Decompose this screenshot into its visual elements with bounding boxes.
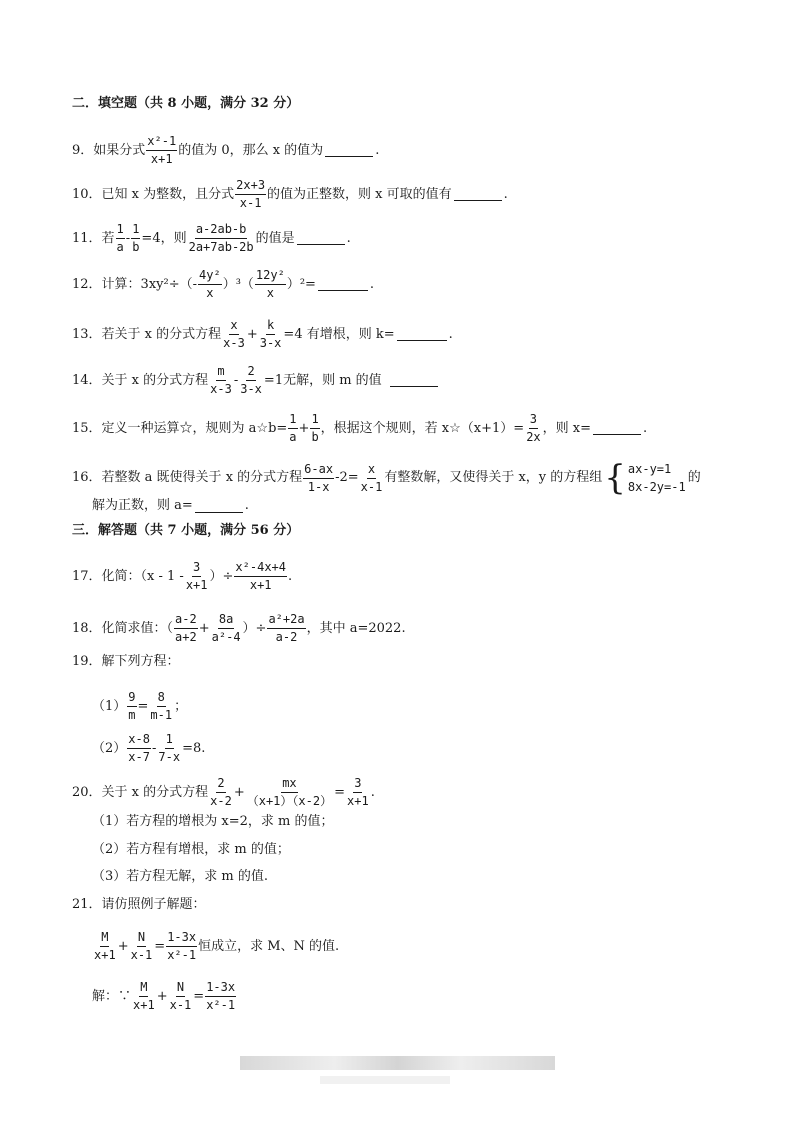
q21-op-1: + xyxy=(117,938,129,954)
q18-f1-numerator: a-2 xyxy=(174,612,198,629)
q21-f3-denominator: x²-1 xyxy=(167,948,197,962)
q19-text: 19．解下列方程： xyxy=(72,654,180,669)
q17-f2-denominator: x+1 xyxy=(249,578,272,592)
q11-text: 的值是 xyxy=(255,230,295,246)
q19-p2-fraction-1 xyxy=(127,732,151,765)
q19-p2-f1-denominator: x-7 xyxy=(128,750,150,764)
blurred-watermark xyxy=(240,1056,555,1070)
question-18 xyxy=(72,612,406,645)
q18-f2-numerator: 8a xyxy=(218,612,234,629)
q15-f3-numerator: 3 xyxy=(529,412,538,429)
q21-text: 21．请仿照例子解题： xyxy=(72,897,206,912)
q21-sol-op-1: + xyxy=(156,988,168,1004)
q20-f1-numerator: 2 xyxy=(216,776,225,793)
question-21 xyxy=(72,897,206,913)
blurred-watermark-2 xyxy=(320,1076,450,1084)
q11-answer-blank[interactable] xyxy=(297,232,345,245)
q20-op-1: + xyxy=(233,784,245,800)
q17-fraction-2 xyxy=(234,560,287,593)
q12-fraction-2 xyxy=(255,268,286,301)
q15-answer-blank[interactable] xyxy=(593,422,641,435)
question-20-sub-3: （3）若方程无解，求 m 的值. xyxy=(92,869,268,884)
q12-text: ）²= xyxy=(286,276,316,292)
q20-end: . xyxy=(370,784,375,800)
q17-prefix: 17．化简：（x - 1 - xyxy=(72,568,184,584)
question-16-line-2 xyxy=(92,498,249,514)
question-10 xyxy=(72,178,508,211)
q11-fraction-2 xyxy=(131,222,140,255)
q21-sol-f2-numerator: N xyxy=(176,980,185,997)
q11-fraction-3 xyxy=(188,222,255,255)
q18-f3-numerator: a²+2a xyxy=(267,612,305,629)
q11-f2-numerator: 1 xyxy=(131,222,140,239)
q16-answer-blank[interactable] xyxy=(195,500,243,513)
q16-line2-text: 解为正数，则 a= xyxy=(92,498,193,513)
q15-f1-numerator: 1 xyxy=(288,412,297,429)
q19-p1-f1-numerator: 9 xyxy=(127,690,136,707)
q14-answer-blank[interactable] xyxy=(390,374,438,387)
q12-op: ）³（ xyxy=(222,276,254,292)
q18-f2-denominator: a²-4 xyxy=(211,630,241,644)
q12-answer-blank[interactable] xyxy=(318,278,368,291)
q15-text-2: ，则 x= xyxy=(542,420,591,436)
q20-op-2: = xyxy=(334,784,345,800)
q13-f1-denominator: x-3 xyxy=(223,336,245,350)
question-20 xyxy=(72,776,375,809)
q20-fraction-2 xyxy=(246,776,333,809)
q21-f2-numerator: N xyxy=(137,930,146,947)
q21-op-2: = xyxy=(154,938,166,954)
question-15 xyxy=(72,412,647,445)
q21-sol-f1-numerator: M xyxy=(139,980,148,997)
q21-sol-f3-denominator: x²-1 xyxy=(206,998,236,1012)
question-20-sub-1: （1）若方程的增根为 x=2，求 m 的值； xyxy=(92,814,334,829)
question-14 xyxy=(72,364,440,397)
q15-text-1: ，根据这个规则，若 x☆（x+1）= xyxy=(320,420,525,436)
q16-system-eq-2: 8x-2y=-1 xyxy=(627,480,686,494)
q11-op-2: =4，则 xyxy=(141,230,187,246)
q21-fraction-2 xyxy=(130,930,154,963)
q19-p1-fraction-1 xyxy=(127,690,136,723)
q16-f1-denominator: 1-x xyxy=(307,479,330,494)
q16-f1-numerator: 6-ax xyxy=(303,462,334,479)
q11-f2-denominator: b xyxy=(132,240,140,254)
q21-eq-text: 恒成立，求 M、N 的值. xyxy=(198,938,340,954)
question-16 xyxy=(72,460,701,496)
q18-prefix: 18．化简求值：（ xyxy=(72,620,174,636)
q13-f1-numerator: x xyxy=(229,318,238,335)
q21-fraction-3 xyxy=(166,930,197,963)
q14-prefix: 14．关于 x 的分式方程 xyxy=(72,372,209,388)
q21-f1-numerator: M xyxy=(100,930,109,947)
question-21-solution xyxy=(92,980,237,1013)
q20-prefix: 20．关于 x 的分式方程 xyxy=(72,784,209,800)
q21-sol-f1-denominator: x+1 xyxy=(133,998,155,1012)
q14-f2-denominator: 3-x xyxy=(240,382,262,396)
q14-f1-denominator: x-3 xyxy=(210,382,232,396)
q19-p2-fraction-2 xyxy=(157,732,181,765)
q9-prefix: 9．如果分式 xyxy=(72,142,146,158)
q19-p2-label: （2） xyxy=(92,740,127,756)
q20-fraction-3 xyxy=(346,776,370,809)
q13-f2-numerator: k xyxy=(266,318,275,335)
question-9 xyxy=(72,134,379,167)
q20-fraction-1 xyxy=(209,776,233,809)
q18-fraction-1 xyxy=(174,612,198,645)
q13-prefix: 13．若关于 x 的分式方程 xyxy=(72,326,222,342)
q11-f3-numerator: a-2ab-b xyxy=(195,222,248,239)
q11-f1-numerator: 1 xyxy=(116,222,125,239)
q13-end: . xyxy=(448,326,453,342)
q21-sol-fraction-3 xyxy=(205,980,236,1013)
q19-p2-f2-numerator: 1 xyxy=(165,732,174,749)
q19-p2-op: - xyxy=(151,740,157,756)
section-2-heading: 二．填空题（共 8 小题，满分 32 分） xyxy=(72,96,300,111)
q11-f1-denominator: a xyxy=(116,240,124,254)
q16-f2-denominator: x-1 xyxy=(360,479,383,494)
q16-tail: 的 xyxy=(687,470,701,485)
q19-p1-f2-denominator: m-1 xyxy=(150,708,173,722)
q9-numerator: x²-1 xyxy=(146,134,177,151)
q19-p1-end: ； xyxy=(174,698,188,714)
q9-answer-blank[interactable] xyxy=(325,144,373,157)
q13-answer-blank[interactable] xyxy=(397,328,447,341)
q11-prefix: 11．若 xyxy=(72,230,115,246)
q21-sol-f3-numerator: 1-3x xyxy=(205,980,236,997)
q20-f3-denominator: x+1 xyxy=(347,794,369,808)
question-19-part-1 xyxy=(92,690,187,723)
q13-op: + xyxy=(246,326,258,342)
q12-f2-denominator: x xyxy=(266,286,274,300)
question-17 xyxy=(72,560,292,593)
q10-text: 的值为正整数，则 x 可取的值有 xyxy=(267,186,452,202)
q15-fraction-2 xyxy=(310,412,319,445)
q10-answer-blank[interactable] xyxy=(454,188,502,201)
q12-end: . xyxy=(369,276,375,292)
q12-fraction-1 xyxy=(198,268,222,301)
q9-end: . xyxy=(375,142,380,158)
q11-end: . xyxy=(346,230,351,246)
q17-f1-denominator: x+1 xyxy=(185,578,208,592)
q16-op: -2= xyxy=(335,470,359,485)
q17-end: . xyxy=(288,568,293,584)
q15-end: . xyxy=(643,420,648,436)
q18-op-2: ）÷ xyxy=(242,620,267,636)
q15-prefix: 15．定义一种运算☆，规则为 a☆b= xyxy=(72,420,288,436)
q14-fraction-1 xyxy=(209,364,233,397)
q15-fraction-1 xyxy=(288,412,297,445)
question-13 xyxy=(72,318,453,351)
q10-denominator: x-1 xyxy=(239,196,262,210)
q10-prefix: 10．已知 x 为整数，且分式 xyxy=(72,186,235,202)
q20-f2-numerator: mx xyxy=(281,776,297,793)
q19-p1-f2-numerator: 8 xyxy=(157,690,166,707)
question-11 xyxy=(72,222,351,255)
left-brace: { xyxy=(604,458,626,498)
q14-op: - xyxy=(233,372,239,388)
q16-fraction-2 xyxy=(360,462,384,495)
q11-f3-denominator: 2a+7ab-2b xyxy=(188,240,254,254)
q14-f2-numerator: 2 xyxy=(246,364,255,381)
q12-f1-numerator: 4y² xyxy=(198,268,222,285)
q16-f2-numerator: x xyxy=(367,462,376,479)
q15-f2-numerator: 1 xyxy=(310,412,319,429)
q13-fraction-1 xyxy=(222,318,246,351)
q12-prefix: 12．计算：3xy²÷（- xyxy=(72,276,197,292)
q21-f2-denominator: x-1 xyxy=(130,948,153,962)
q16-prefix: 16．若整数 a 既使得关于 x 的分式方程 xyxy=(72,470,303,485)
q14-text: =1无解，则 m 的值 xyxy=(263,372,382,388)
q18-fraction-2 xyxy=(211,612,242,645)
q14-fraction-2 xyxy=(239,364,263,397)
q15-f1-denominator: a xyxy=(289,430,297,444)
section-3-heading: 三．解答题（共 7 小题，满分 56 分） xyxy=(72,523,300,538)
q9-text: 的值为 0，那么 x 的值为 xyxy=(178,142,324,158)
q9-denominator: x+1 xyxy=(150,152,173,166)
q11-op-1: - xyxy=(125,230,131,246)
q19-p1-f1-denominator: m xyxy=(128,708,136,722)
q17-f1-numerator: 3 xyxy=(192,560,201,577)
q16-end: . xyxy=(244,498,249,513)
question-19-part-2 xyxy=(92,732,205,765)
q12-f2-numerator: 12y² xyxy=(255,268,286,285)
q15-f2-denominator: b xyxy=(311,430,319,444)
q19-p1-fraction-2 xyxy=(149,690,173,723)
q19-p2-f1-numerator: x-8 xyxy=(127,732,151,749)
q18-text: ，其中 a=2022. xyxy=(306,620,406,636)
q16-text: 有整数解，又使得关于 x，y 的方程组 xyxy=(384,470,603,485)
q19-p1-label: （1） xyxy=(92,698,127,714)
q21-sol-op-2: = xyxy=(193,988,205,1004)
q21-sol-fraction-2 xyxy=(169,980,193,1013)
question-20-sub-2: （2）若方程有增根，求 m 的值； xyxy=(92,842,290,857)
q13-fraction-2 xyxy=(259,318,283,351)
q13-f2-denominator: 3-x xyxy=(259,336,282,350)
q16-equation-system xyxy=(604,460,685,496)
q20-f1-denominator: x-2 xyxy=(210,794,232,808)
q17-op: ）÷ xyxy=(209,568,234,584)
q21-f1-denominator: x+1 xyxy=(94,948,116,962)
q20-f3-numerator: 3 xyxy=(353,776,362,793)
q18-f3-denominator: a-2 xyxy=(275,630,298,644)
q18-op-1: + xyxy=(198,620,210,636)
q18-fraction-3 xyxy=(267,612,305,645)
q10-fraction xyxy=(235,178,266,211)
q15-fraction-3 xyxy=(525,412,541,445)
q21-f3-numerator: 1-3x xyxy=(166,930,197,947)
q19-p1-op: = xyxy=(137,698,149,714)
question-19 xyxy=(72,654,180,670)
question-12 xyxy=(72,268,374,301)
q12-f1-denominator: x xyxy=(206,286,214,300)
q9-fraction xyxy=(146,134,177,167)
q17-f2-numerator: x²-4x+4 xyxy=(234,560,287,577)
question-21-equation xyxy=(92,930,339,963)
q21-fraction-1 xyxy=(93,930,117,963)
q19-p2-f2-denominator: 7-x xyxy=(158,750,181,764)
q13-text: =4 有增根，则 k= xyxy=(283,326,395,342)
q16-system-eq-1: ax-y=1 xyxy=(627,462,672,476)
q11-fraction-1 xyxy=(116,222,125,255)
q10-end: . xyxy=(503,186,508,202)
q21-sol-f2-denominator: x-1 xyxy=(169,998,192,1012)
q20-f2-denominator: （x+1）（x-2） xyxy=(246,794,333,808)
q14-f1-numerator: m xyxy=(216,364,225,381)
q18-f1-denominator: a+2 xyxy=(175,630,197,644)
q19-p2-end: =8. xyxy=(182,740,206,756)
q21-sol-fraction-1 xyxy=(132,980,156,1013)
q21-sol-prefix: 解：∵ xyxy=(92,988,132,1004)
q16-fraction-1 xyxy=(303,462,334,495)
q15-f3-denominator: 2x xyxy=(526,430,541,444)
q10-numerator: 2x+3 xyxy=(235,178,266,195)
q17-fraction-1 xyxy=(185,560,209,593)
q15-op: + xyxy=(298,420,310,436)
